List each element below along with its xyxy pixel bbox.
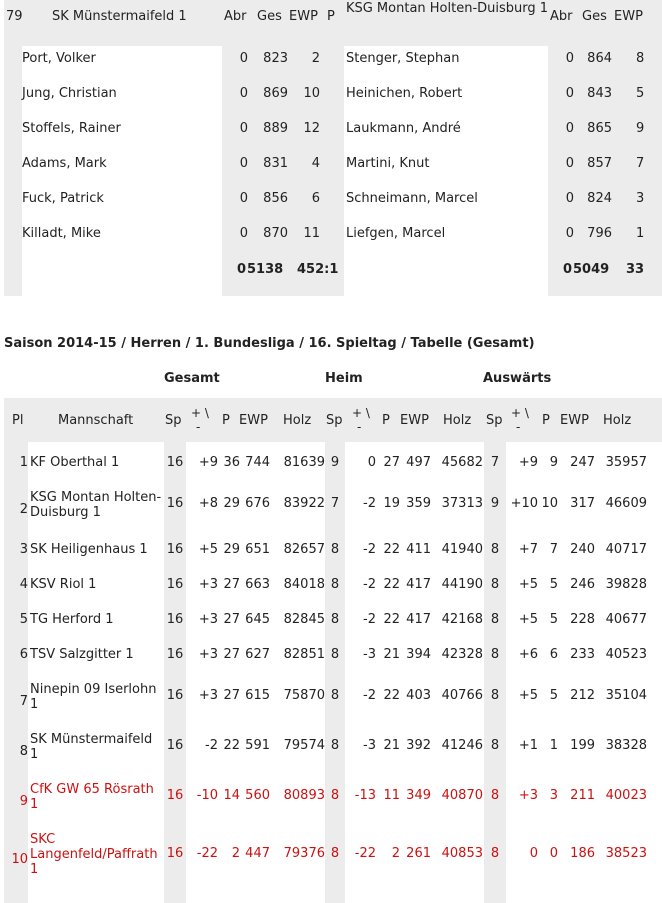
standings-a-ewp: 186 bbox=[570, 845, 595, 861]
standings-heading: Saison 2014-15 / Herren / 1. Bundesliga / 16. Spieltag / Tabelle (Gesamt) bbox=[4, 336, 535, 351]
standings-a-diff: +5 bbox=[518, 612, 538, 627]
header-ewp: EWP bbox=[560, 413, 589, 428]
home-player-ges: 870 bbox=[263, 226, 288, 241]
standings-a-holz: 39828 bbox=[605, 577, 647, 592]
home-player-name: Jung, Christian bbox=[22, 86, 117, 101]
standings-team: KSG Montan Holten-Duisburg 1 bbox=[30, 490, 162, 520]
standings-a-p: 9 bbox=[549, 455, 558, 470]
standings-team: Ninepin 09 Iserlohn 1 bbox=[30, 682, 157, 712]
standings-h-p: 22 bbox=[383, 612, 400, 627]
home-ges-header: Ges bbox=[257, 9, 282, 24]
standings-h-sp: 8 bbox=[330, 688, 340, 703]
standings-h-ewp: 392 bbox=[406, 738, 431, 753]
standings-h-sp: 7 bbox=[330, 496, 340, 511]
standings-a-sp: 8 bbox=[490, 542, 500, 557]
away-ges-header: Ges bbox=[582, 9, 607, 24]
standings-a-diff: +7 bbox=[518, 542, 538, 557]
standings-a-ewp: 212 bbox=[570, 688, 595, 703]
standings-h-ewp: 417 bbox=[406, 577, 431, 592]
standings-g-p: 27 bbox=[223, 688, 240, 703]
header-diff-bottom: - bbox=[516, 420, 521, 434]
standings-a-diff: +5 bbox=[518, 688, 538, 703]
home-player-abr: 0 bbox=[239, 121, 248, 136]
away-player-abr: 0 bbox=[565, 156, 574, 171]
away-player-abr: 0 bbox=[565, 121, 574, 136]
standings-h-ewp: 417 bbox=[406, 612, 431, 627]
standings-a-ewp: 199 bbox=[570, 738, 595, 753]
away-player-name: Stenger, Stephan bbox=[346, 51, 460, 66]
standings-h-diff: -2 bbox=[363, 612, 376, 627]
away-player-ewp: 3 bbox=[636, 191, 645, 206]
standings-pl: 1 bbox=[19, 455, 28, 470]
away-player-ges: 864 bbox=[587, 51, 612, 66]
home-player-abr: 0 bbox=[239, 191, 248, 206]
standings-a-sp: 8 bbox=[490, 688, 500, 703]
standings-pl: 10 bbox=[11, 851, 28, 867]
away-player-ges: 865 bbox=[587, 121, 612, 136]
standings-pl: 2 bbox=[19, 502, 28, 517]
standings-team: CfK GW 65 Rösrath 1 bbox=[30, 782, 154, 812]
standings-g-sp: 16 bbox=[166, 688, 184, 703]
home-player-ges: 869 bbox=[263, 86, 288, 101]
standings-pl: 4 bbox=[19, 577, 28, 592]
standings-g-holz: 79376 bbox=[283, 845, 325, 861]
standings-a-diff: +5 bbox=[518, 577, 538, 592]
standings-a-p: 1 bbox=[549, 738, 558, 753]
home-ewp-header: EWP bbox=[289, 9, 318, 24]
standings-g-sp: 16 bbox=[166, 647, 184, 662]
home-player-ewp: 2 bbox=[311, 51, 320, 66]
standings-g-holz: 84018 bbox=[283, 577, 325, 592]
away-player-name: Martini, Knut bbox=[346, 156, 430, 171]
home-player-name: Stoffels, Rainer bbox=[22, 121, 121, 136]
header-p: P bbox=[542, 413, 550, 428]
away-player-abr: 0 bbox=[565, 191, 574, 206]
home-player-ges: 889 bbox=[263, 121, 288, 136]
home-team-name: SK Münstermaifeld 1 bbox=[52, 9, 187, 24]
standings-g-p: 2 bbox=[231, 845, 240, 861]
standings-a-ewp: 246 bbox=[570, 577, 595, 592]
header-ewp: EWP bbox=[239, 413, 268, 428]
standings-h-p: 19 bbox=[383, 496, 400, 511]
home-player-name: Port, Volker bbox=[22, 51, 96, 66]
standings-g-ewp: 663 bbox=[245, 577, 270, 592]
header-diff bbox=[352, 406, 378, 436]
standings-g-ewp: 651 bbox=[245, 542, 270, 557]
standings-h-holz: 37313 bbox=[441, 496, 483, 511]
standings-h-ewp: 359 bbox=[406, 496, 431, 511]
header-sp: Sp bbox=[326, 413, 343, 428]
standings-h-p: 27 bbox=[383, 455, 400, 470]
standings-h-sp: 8 bbox=[330, 647, 340, 662]
standings-a-p: 5 bbox=[549, 577, 558, 592]
standings-team: TSV Salzgitter 1 bbox=[30, 647, 134, 662]
standings-team: SKC Langenfeld/Paffrath 1 bbox=[30, 832, 158, 877]
standings-h-ewp: 394 bbox=[406, 647, 431, 662]
standings-a-p: 3 bbox=[549, 788, 558, 803]
home-player-ewp: 11 bbox=[303, 226, 320, 241]
away-total-score: 33 bbox=[626, 262, 645, 277]
standings-a-holz: 40023 bbox=[605, 788, 647, 803]
standings-g-sp: 16 bbox=[166, 788, 184, 803]
away-player-ges: 857 bbox=[587, 156, 612, 171]
header-diff-top: + \ bbox=[191, 406, 209, 420]
standings-g-p: 36 bbox=[223, 455, 240, 470]
standings-a-diff: +3 bbox=[518, 788, 538, 803]
standings-a-ewp: 228 bbox=[570, 612, 595, 627]
header-holz: Holz bbox=[443, 413, 472, 428]
header-diff bbox=[191, 406, 217, 436]
standings-a-p: 0 bbox=[549, 845, 558, 861]
standings-h-diff: -2 bbox=[363, 577, 376, 592]
standings-g-sp: 16 bbox=[166, 845, 184, 861]
standings-team: SK Münstermaifeld 1 bbox=[30, 732, 153, 762]
standings-a-diff: +9 bbox=[518, 455, 538, 470]
standings-g-diff: +5 bbox=[198, 542, 218, 557]
header-p: P bbox=[222, 413, 230, 428]
standings-h-diff: -2 bbox=[363, 496, 376, 511]
standings-h-ewp: 497 bbox=[406, 455, 431, 470]
home-player-abr: 0 bbox=[239, 86, 248, 101]
standings-h-sp: 8 bbox=[330, 577, 340, 592]
standings-g-diff: -10 bbox=[196, 788, 218, 803]
header-sp: Sp bbox=[486, 413, 503, 428]
standings-a-ewp: 211 bbox=[570, 788, 595, 803]
standings-h-holz: 44190 bbox=[441, 577, 483, 592]
standings-a-holz: 35104 bbox=[605, 688, 647, 703]
standings-h-sp: 8 bbox=[330, 845, 340, 861]
home-player-ewp: 10 bbox=[303, 86, 320, 101]
standings-g-diff: +3 bbox=[198, 612, 218, 627]
standings-h-sp: 9 bbox=[330, 455, 340, 470]
standings-g-holz: 82845 bbox=[283, 612, 325, 627]
away-player-ewp: 8 bbox=[636, 51, 645, 66]
standings-g-diff: +3 bbox=[198, 577, 218, 592]
away-player-ges: 843 bbox=[587, 86, 612, 101]
standings-h-p: 21 bbox=[383, 738, 400, 753]
standings-a-sp: 8 bbox=[490, 845, 500, 861]
standings-h-diff: -2 bbox=[363, 542, 376, 557]
standings-g-holz: 80893 bbox=[283, 788, 325, 803]
standings-a-sp: 8 bbox=[490, 788, 500, 803]
standings-h-holz: 45682 bbox=[441, 455, 483, 470]
away-player-ges: 824 bbox=[587, 191, 612, 206]
standings-a-p: 5 bbox=[549, 688, 558, 703]
standings-h-holz: 42168 bbox=[441, 612, 483, 627]
standings-a-diff: 0 bbox=[529, 845, 538, 861]
home-player-abr: 0 bbox=[239, 51, 248, 66]
standings-h-holz: 42328 bbox=[441, 647, 483, 662]
standings-g-ewp: 627 bbox=[245, 647, 270, 662]
standings-team: KSV Riol 1 bbox=[30, 577, 97, 592]
group-auswaerts: Auswärts bbox=[483, 371, 552, 386]
standings-a-p: 7 bbox=[549, 542, 558, 557]
standings-h-diff: 0 bbox=[367, 455, 376, 470]
standings-pl: 6 bbox=[19, 647, 28, 662]
standings-g-ewp: 744 bbox=[245, 455, 270, 470]
away-ewp-header: EWP bbox=[614, 9, 643, 24]
standings-a-sp: 8 bbox=[490, 577, 500, 592]
standings-g-diff: +9 bbox=[198, 455, 218, 470]
standings-g-p: 22 bbox=[223, 738, 240, 753]
standings-g-p: 27 bbox=[223, 612, 240, 627]
header-holz: Holz bbox=[603, 413, 632, 428]
standings-a-p: 5 bbox=[549, 612, 558, 627]
standings-g-holz: 83922 bbox=[283, 496, 325, 511]
away-player-name: Laukmann, André bbox=[346, 121, 461, 136]
header-diff-top: + \ bbox=[511, 406, 529, 420]
standings-g-holz: 82657 bbox=[283, 542, 325, 557]
home-player-ges: 831 bbox=[263, 156, 288, 171]
away-total-abr: 0 bbox=[563, 262, 573, 277]
home-player-name: Adams, Mark bbox=[22, 156, 107, 171]
away-player-ewp: 5 bbox=[636, 86, 645, 101]
standings-a-holz: 35957 bbox=[605, 455, 647, 470]
standings-g-holz: 75870 bbox=[283, 688, 325, 703]
away-player-ewp: 7 bbox=[636, 156, 645, 171]
home-total-score: 452:1 bbox=[297, 262, 339, 277]
home-player-ewp: 4 bbox=[311, 156, 320, 171]
standings-a-diff: +6 bbox=[518, 647, 538, 662]
header-p: P bbox=[382, 413, 390, 428]
standings-h-holz: 40853 bbox=[441, 845, 483, 861]
header-diff-bottom: - bbox=[196, 420, 201, 434]
header-diff-top: + \ bbox=[352, 406, 370, 420]
standings-h-diff: -22 bbox=[354, 845, 376, 861]
standings-h-ewp: 403 bbox=[406, 688, 431, 703]
standings-a-sp: 8 bbox=[490, 647, 500, 662]
standings-h-sp: 8 bbox=[330, 612, 340, 627]
standings-a-holz: 38328 bbox=[605, 738, 647, 753]
standings-h-sp: 8 bbox=[330, 788, 340, 803]
home-player-ges: 856 bbox=[263, 191, 288, 206]
away-player-ewp: 9 bbox=[636, 121, 645, 136]
away-player-abr: 0 bbox=[565, 86, 574, 101]
home-player-name: Killadt, Mike bbox=[22, 226, 101, 241]
standings-g-diff: -2 bbox=[205, 738, 218, 753]
standings-a-ewp: 247 bbox=[570, 455, 595, 470]
standings-h-diff: -2 bbox=[363, 688, 376, 703]
standings-a-sp: 8 bbox=[490, 738, 500, 753]
standings-h-p: 21 bbox=[383, 647, 400, 662]
standings-h-diff: -3 bbox=[363, 647, 376, 662]
standings-a-holz: 40523 bbox=[605, 647, 647, 662]
home-p-header: P bbox=[327, 9, 335, 24]
home-player-abr: 0 bbox=[239, 226, 248, 241]
standings-g-sp: 16 bbox=[166, 542, 184, 557]
standings-g-diff: +3 bbox=[198, 688, 218, 703]
standings-g-sp: 16 bbox=[166, 612, 184, 627]
standings-a-holz: 40717 bbox=[605, 542, 647, 557]
away-player-name: Heinichen, Robert bbox=[346, 86, 463, 101]
away-total-ges: 5049 bbox=[573, 262, 610, 277]
header-holz: Holz bbox=[283, 413, 312, 428]
group-heim: Heim bbox=[325, 371, 363, 386]
standings-g-ewp: 615 bbox=[245, 688, 270, 703]
standings-h-holz: 41940 bbox=[441, 542, 483, 557]
away-player-abr: 0 bbox=[565, 226, 574, 241]
standings-g-p: 27 bbox=[223, 647, 240, 662]
standings-g-p: 29 bbox=[223, 496, 240, 511]
standings-g-ewp: 560 bbox=[245, 788, 270, 803]
standings-h-ewp: 411 bbox=[406, 542, 431, 557]
standings-h-p: 22 bbox=[383, 542, 400, 557]
home-player-abr: 0 bbox=[239, 156, 248, 171]
standings-a-p: 6 bbox=[549, 647, 558, 662]
home-player-ewp: 12 bbox=[303, 121, 320, 136]
standings-h-ewp: 349 bbox=[406, 788, 431, 803]
away-player-ewp: 1 bbox=[636, 226, 645, 241]
home-total-ges: 5138 bbox=[247, 262, 284, 277]
away-team-name: KSG Montan Holten-Duisburg 1 bbox=[345, 1, 549, 16]
standings-a-ewp: 233 bbox=[570, 647, 595, 662]
header-diff bbox=[511, 406, 537, 436]
standings-team: KF Oberthal 1 bbox=[30, 455, 120, 470]
standings-g-sp: 16 bbox=[166, 496, 184, 511]
standings-g-holz: 81639 bbox=[283, 455, 325, 470]
standings-g-p: 29 bbox=[223, 542, 240, 557]
standings-a-diff: +1 bbox=[518, 738, 538, 753]
standings-g-sp: 16 bbox=[166, 738, 184, 753]
standings-a-holz: 38523 bbox=[605, 845, 647, 861]
standings-g-holz: 79574 bbox=[283, 738, 325, 753]
header-team: Mannschaft bbox=[58, 413, 134, 428]
header-ewp: EWP bbox=[400, 413, 429, 428]
standings-a-ewp: 317 bbox=[570, 496, 595, 511]
standings-g-ewp: 676 bbox=[245, 496, 270, 511]
standings-pl: 9 bbox=[19, 794, 28, 809]
standings-a-sp: 9 bbox=[490, 496, 500, 511]
header-pl: Pl bbox=[12, 413, 24, 428]
standings-h-holz: 40766 bbox=[441, 688, 483, 703]
home-abr-header: Abr bbox=[224, 9, 247, 24]
home-player-ges: 823 bbox=[263, 51, 288, 66]
standings-a-ewp: 240 bbox=[570, 542, 595, 557]
standings-g-p: 27 bbox=[223, 577, 240, 592]
standings-pl: 5 bbox=[19, 612, 28, 627]
home-player-ewp: 6 bbox=[311, 191, 320, 206]
standings-h-p: 11 bbox=[383, 788, 400, 803]
standings-h-diff: -13 bbox=[354, 788, 376, 803]
standings-g-diff: +8 bbox=[198, 496, 218, 511]
standings-a-p: 10 bbox=[541, 496, 558, 511]
header-diff-bottom: - bbox=[357, 420, 362, 434]
match-number: 79 bbox=[6, 9, 23, 24]
match-left-gutter bbox=[4, 46, 22, 296]
away-player-ges: 796 bbox=[587, 226, 612, 241]
standings-h-p: 22 bbox=[383, 688, 400, 703]
standings-h-sp: 8 bbox=[330, 542, 340, 557]
group-gesamt: Gesamt bbox=[164, 371, 220, 386]
home-total-abr: 0 bbox=[237, 262, 247, 277]
standings-a-holz: 40677 bbox=[605, 612, 647, 627]
standings-h-diff: -3 bbox=[363, 738, 376, 753]
standings-g-holz: 82851 bbox=[283, 647, 325, 662]
standings-h-ewp: 261 bbox=[406, 845, 431, 861]
header-sp: Sp bbox=[165, 413, 182, 428]
standings-team: SK Heiligenhaus 1 bbox=[30, 542, 148, 557]
away-player-name: Schneimann, Marcel bbox=[346, 191, 478, 206]
home-player-name: Fuck, Patrick bbox=[22, 191, 104, 206]
away-player-abr: 0 bbox=[565, 51, 574, 66]
standings-h-holz: 40870 bbox=[441, 788, 483, 803]
standings-g-ewp: 645 bbox=[245, 612, 270, 627]
standings-g-p: 14 bbox=[223, 788, 240, 803]
standings-a-holz: 46609 bbox=[605, 496, 647, 511]
standings-a-sp: 7 bbox=[490, 455, 500, 470]
standings-g-diff: -22 bbox=[196, 845, 218, 861]
away-abr-header: Abr bbox=[550, 9, 573, 24]
standings-h-sp: 8 bbox=[330, 738, 340, 753]
standings-g-diff: +3 bbox=[198, 647, 218, 662]
standings-h-p: 22 bbox=[383, 577, 400, 592]
standings-g-sp: 16 bbox=[166, 577, 184, 592]
standings-team: TG Herford 1 bbox=[30, 612, 114, 627]
standings-pl: 8 bbox=[19, 744, 28, 759]
standings-h-holz: 41246 bbox=[441, 738, 483, 753]
standings-pl: 7 bbox=[19, 694, 28, 709]
standings-g-sp: 16 bbox=[166, 455, 184, 470]
away-player-name: Liefgen, Marcel bbox=[346, 226, 446, 241]
standings-pl: 3 bbox=[19, 542, 28, 557]
standings-h-p: 2 bbox=[391, 845, 400, 861]
standings-a-diff: +10 bbox=[510, 496, 538, 511]
standings-g-ewp: 447 bbox=[245, 845, 270, 861]
standings-g-ewp: 591 bbox=[245, 738, 270, 753]
standings-a-sp: 8 bbox=[490, 612, 500, 627]
